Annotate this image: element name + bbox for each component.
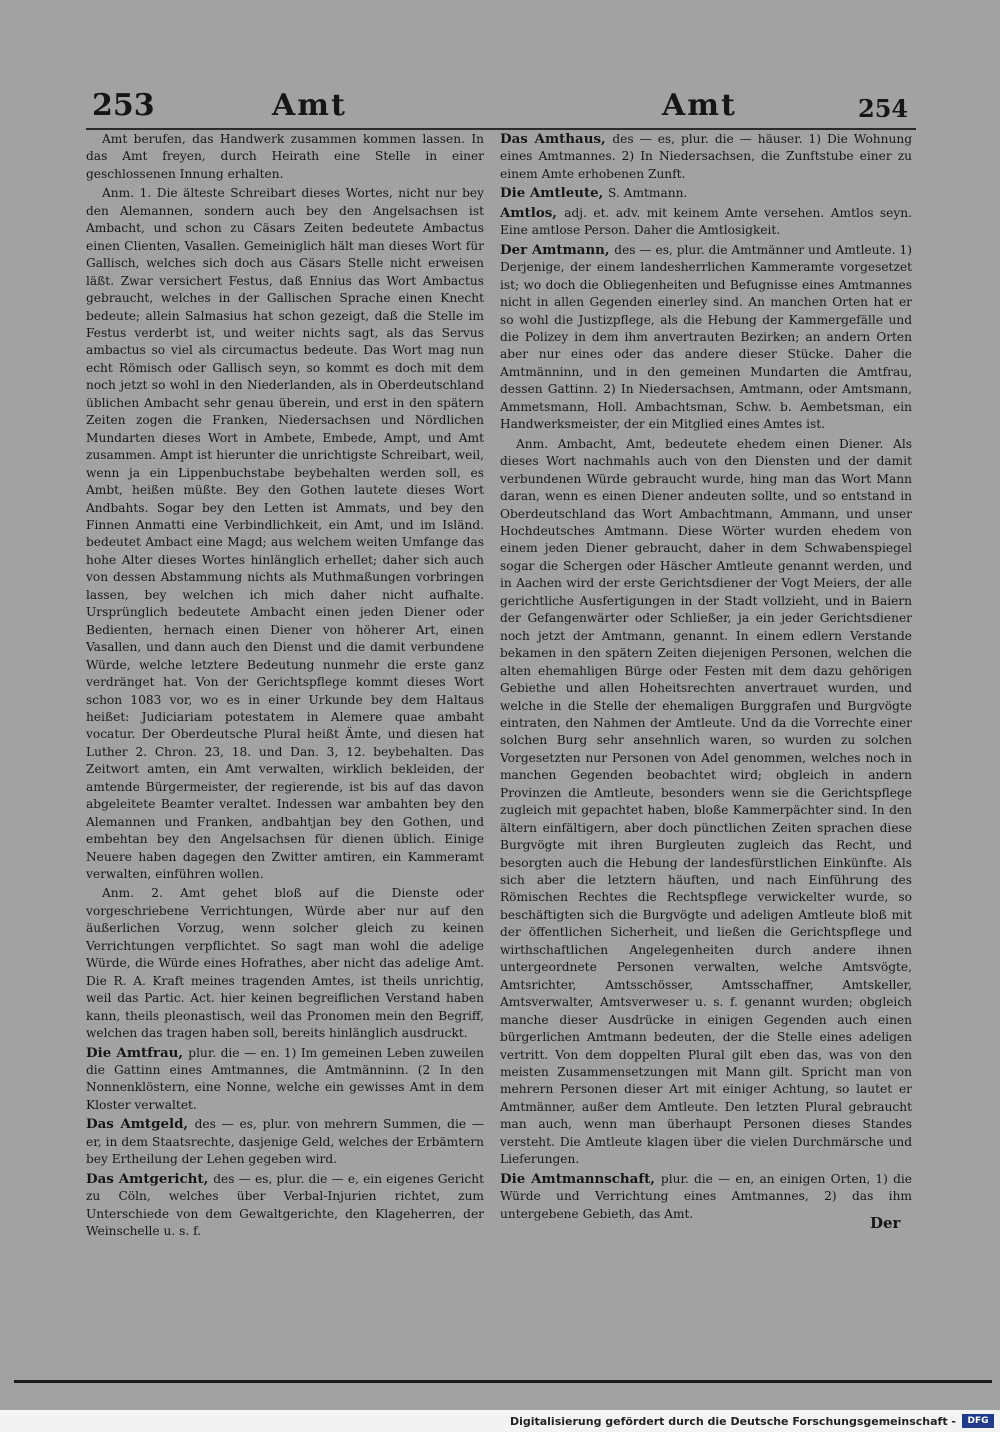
entry-lemma: Das Amthaus, (500, 131, 613, 147)
catchword: Der (870, 1214, 901, 1232)
dictionary-entry (500, 242, 912, 434)
entry-lemma: Das Amtgericht, (86, 1170, 214, 1187)
entry-text: adj. et. adv. mit keinem Amte versehen. Amtlos seyn. Eine amtlose Person. Daher die Amtlosigkeit. (500, 205, 913, 238)
entry-lemma: Amtlos, (500, 204, 565, 221)
footer-bar (0, 1410, 1000, 1432)
page-number-left: 253 (92, 88, 155, 123)
left-column (86, 131, 484, 1243)
dictionary-entry (86, 1171, 484, 1241)
entry-text: des — es, plur. von mehrern Summen, die — er, in dem Staatsrechte, dasjenige Geld, welches der Erbämtern bey Ertheilung der Lehen gegeben wird. (86, 1117, 484, 1167)
dictionary-entry (500, 205, 912, 240)
page-number-right: 254 (858, 94, 909, 123)
dictionary-entry (500, 185, 912, 202)
entry-text: des — es, plur. die Amtmänner und Amtleute. 1) Derjenige, der einem landesherrlichen Kammeramte vorgesetzet ist; wo doch die Obliegenheiten und Befugnisse eines Amtmannes nicht in allen Gegenden einerley sind. An manchen Orten hat er so wohl die Justizpflege, als die Hebung der Kammergefälle und die Polizey in dem ihm anvertrauten Bezirken; an andern Orten aber nur eines oder das andere dieser Stücke. Daher die Amtmänninn, und in den gemeinen Mundarten die Amtfrau, dessen Gattinn. 2) In Niedersachsen, Amtmann, oder Amtsmann, Ammetsmann, Holl. Ambachtsman, Schw. b. Aembetsman, ein Handwerksmeister, der ein Mitglied eines Amtes ist. (500, 242, 912, 432)
dfg-logo: DFG (962, 1414, 994, 1428)
entry-lemma: Die Amtfrau, (86, 1044, 189, 1061)
dictionary-entry (86, 1116, 484, 1168)
entry-lemma: Das Amtgeld, (86, 1116, 195, 1133)
footer-credit: Digitalisierung gefördert durch die Deutsche Forschungsgemeinschaft - (509, 1415, 956, 1428)
entry-text: Anm. 1. Die älteste Schreibart dieses Wortes, nicht nur bey den Alemannen, sondern auch bey den Angelsachsen ist Ambacht, und schon zu Cäsars Zeiten bedeutete Ambactus einen Clienten, Vasallen. Gemeiniglich hält man dieses Wort für Gallisch, welches sich doch aus Cäsars Stelle nicht erweisen läßt. Zwar versichert Festus, daß Ennius das Wort Ambactus gebraucht, welches in der Gallischen Sprache einen Knecht bedeute; allein Salmasius hat schon gezeigt, daß die Stelle im Festus verderbt ist, und weiter nichts sagt, als das Servus ambactus so viel als circumactus bedeute. Das Wort mag nun echt Römisch oder Gallisch seyn, so kommt es doch mit dem noch jetzt so wohl in den Niederlanden, als in Oberdeutschland üblichen Ambacht sehr genau überein, und erst in den spätern Zeiten zogen die Franken, Niedersachsen und Nördlichen Mundarten dieses Wort in Ambete, Embede, Ampt, und Amt zusammen. Ampt ist hierunter die unrichtigste Schreibart, weil, wenn ja ein Lippenbuchstabe beybehalten werden soll, es Ambt, heißen müßte. Bey den Gothen lautete dieses Wort Andbahts. Sogar bey den Letten ist Ammats, und bey den Finnen Anmatti eine Verbindlichkeit, ein Amt, und im Isländ. bedeutet Ambact eine Magd; aus welchem weiten Umfange das hohe Alter dieses Wortes hinlänglich erhellet; daher sich auch von dessen Abstammung nichts als Muthmaßungen vorbringen lassen, bey welchen ich mich daher nicht aufhalte. Ursprünglich bedeutete Ambacht einen jeden Diener oder Bedienten, hernach einen Diener von höherer Art, einen Vasallen, und dann auch den Dienst und die damit verbundene Würde, welche letztere Bedeutung nunmehr die erste ganz verdränget hat. Von der Gerichtspflege kommt dieses Wort schon 1083 vor, wo es in einer Urkunde bey dem Haltaus heißet: Judiciariam potestatem in Alemere quae ambaht vocatur. Der Oberdeutsche Plural heißt Ämte, und diesen hat Luther 2. Chron. 23, 18. und Dan. 3, 12. beybehalten. Das Zeitwort amten, ein Amt verwalten, wirklich bekleiden, der amtende Bürgermeister, der regierende, ist bis auf das davon abgeleitete Beamter veraltet. Indessen war ambahten bey den Alemannen und Franken, andbahtjan bey den Gothen, und embehtan bey den Angelsachsen für dienen üblich. Einige Neuere haben dagegen den Zwitter amtiren, ein Kammeramt verwalten, einführen wollen. (86, 186, 484, 882)
header-rule (86, 128, 916, 130)
entry-text: plur. die — en, an einigen Orten, 1) die Würde und Verrichtung eines Amtmannes, 2) das ihm untergebene Gebieth, das Amt. (500, 1171, 912, 1221)
dictionary-entry (500, 131, 912, 183)
dictionary-entry (86, 185, 484, 883)
entry-text: Anm. Ambacht, Amt, bedeutete ehedem einen Diener. Als dieses Wort nachmahls auch von den Diensten und der damit verbundenen Würde gebraucht wurde, hing man das Wort Mann daran, wenn es einen Diener andeuten sollte, und so entstand in Oberdeutschland das Wort Ambachtmann, Ammann, und unser Hochdeutsches Amtmann. Diese Wörter wurden ehedem von einem jeden Diener gebraucht, daher in dem Schwabenspiegel sogar die Schergen oder Häscher Amtleute genannt werden, und in Aachen wird der erste Gerichtsdiener der Vogt Meiers, der alle gerichtliche Ausfertigungen in der Stadt vollzieht, und in Baiern der Gefangenwärter oder Schließer, ja ein jeder Gerichtsdiener noch jetzt der Amtmann, genannt. In einem edlern Verstande bekamen in den spätern Zeiten diejenigen Personen, welchen die alten ehemahligen Bürge oder Festen mit dem dazu gehörigen Gebiethe und allen Hoheitsrechten anvertrauet wurden, und welche in die Stelle der ehemaligen Burggrafen und Burgvögte eintraten, den Nahmen der Amtleute. Und da die Vorrechte einer solchen Burg sehr ansehnlich waren, so wurden zu solchen Vorgesetzten nur Personen von Adel genommen, welches noch in manchen Gegenden beobachtet wird; obgleich in andern Provinzen die Amtleute, besonders wenn sie die Gerichtspflege zugleich mit gepachtet haben, bloße Kammerpächter sind. In den ältern einfältigern, aber doch pünctlichen Zeiten sprachen diese Burgvögte mit ihren Burgleuten zugleich das Recht, und besorgten auch die Hebung der landesfürstlichen Einkünfte. Als sich aber die letztern häuften, und nach Einführung des Römischen Rechtes die Rechtspflege verwickelter wurde, so beschäftigten sich die Burgvögte und adeligen Amtleute bloß mit der öffentlichen Sicherheit, und ließen die Gerichtspflege und wirthschaftlichen Angelegenheiten durch andere ihnen untergeordnete Personen verwalten, welche Amtsvögte, Amtsrichter, Amtsschösser, Amtsschaffner, Amtskeller, Amtsverwalter, Amtsverweser u. s. f. genannt wurden; obgleich manche dieser Ausdrücke in einigen Gegenden auch einen bürgerlichen Amtmann bedeuten, der die Stelle eines adeligen vertritt. Von dem doppelten Plural gilt eben das, was von den meisten Zusammensetzungen mit Mann gilt. Spricht man von mehrern Personen dieser Art mit einiger Achtung, so lautet er Amtmänner, außer dem Amtleute. Den letzten Plural gebraucht man auch, wenn man überhaupt Personen dieses Standes versteht. Die Amtleute klagen über die vielen Durchmärsche und Lieferungen. (500, 436, 912, 1167)
dictionary-entry (500, 436, 912, 1169)
entry-text: plur. die — en. 1) Im gemeinen Leben zuweilen die Gattinn eines Amtmannes, die Amtmänninn. (2 In den Nonnenklöstern, eine Nonne, welche ein gewisses Amt in dem Kloster verwaltet. (86, 1045, 484, 1112)
dictionary-entry (86, 1045, 484, 1115)
dictionary-entry (500, 1171, 912, 1223)
scan-edge-line (14, 1380, 992, 1383)
entry-text: des — es, plur. die — e, ein eigenes Gericht zu Cöln, welches über Verbal-Injurien richtet, zum Unterschiede von dem Gewaltgerichte, den Klageherren, der Weinschelle u. s. f. (86, 1171, 485, 1239)
entry-text: S. Amtmann. (608, 186, 688, 201)
entry-text: Anm. 2. Amt gehet bloß auf die Dienste oder vorgeschriebene Verrichtungen, Würde aber nur auf den äußerlichen Vorzug, wenn solcher gleich zu keinen Verrichtungen verpflichtet. So sagt man wohl die adelige Würde, die Würde eines Hofrathes, aber nicht das adelige Amt. Die R. A. Kraft meines tragenden Amtes, ist theils unrichtig, weil das Partic. Act. hier keinen begreiflichen Verstand haben kann, theils pleonastisch, weil das Pronomen mein den Begriff, welchen das tragen haben soll, bereits hinlänglich ausdruckt. (86, 886, 484, 1041)
dictionary-entry (86, 131, 484, 183)
entry-text: Amt berufen, das Handwerk zusammen kommen lassen. In das Amt freyen, durch Heirath eine Stelle in einer geschlossenen Innung erhalten. (86, 132, 484, 181)
entry-lemma: Die Amtleute, (500, 185, 608, 202)
page-header (0, 80, 1000, 130)
running-head-left: Amt (272, 88, 347, 123)
entry-text: des — es, plur. die — häuser. 1) Die Wohnung eines Amtmannes. 2) In Niedersachsen, die Zunftstube einer zu einem Amte erhobenen Zunft. (500, 132, 913, 181)
right-column (500, 131, 912, 1225)
entry-lemma: Die Amtmannschaft, (500, 1170, 661, 1187)
entry-lemma: Der Amtmann, (500, 241, 615, 258)
dictionary-entry (86, 885, 484, 1042)
running-head-right: Amt (662, 88, 737, 123)
